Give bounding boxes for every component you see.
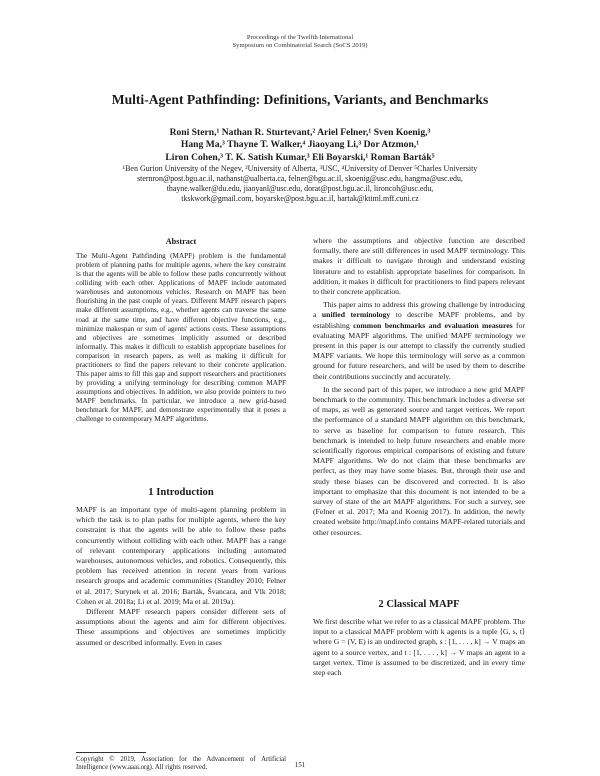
copyright-notice: Copyright © 2019, Association for the Advancement of Artificial Intelligence (www.aaai.org). All rights reserved. (76, 756, 286, 772)
aim-text-3: for evaluating MAPF algorithms. The unified MAPF terminology we present in this paper is our attempt to classify the currently studied MAPF variants. We hope this terminology will serve as a common ground for future researchers, and will be used by them to describe their contributions succinctly and accurately. (313, 320, 525, 381)
proceedings-header (0, 34, 600, 50)
introduction-body (76, 505, 286, 648)
footnote-rule (76, 752, 146, 753)
section-heading-classical-mapf: 2 Classical MAPF (378, 599, 460, 610)
affiliations: ¹Ben Gurion University of the Negev, ²University of Alberta, ³USC, ⁴University of Denver ⁵Charles University (122, 164, 478, 173)
author-emails (0, 174, 600, 203)
aim-text-1: This paper aims to address this growing challenge by introducing a (313, 300, 525, 320)
abstract-text: The Multi-Agent Pathfinding (MAPF) problem is the fundamental problem of planning paths for multiple agents, where the key constraint is that the agents will be able to follow these paths concurrently without colliding with each other. Applications of MAPF include automated warehouses and autonomous vehicles. Research on MAPF has been flourishing in the past couple of years. Different MAPF research papers make different assumptions, e.g., whether agents can traverse the same road at the same time, and have different objective functions, e.g., minimize makespan or sum of agents' actions costs. These assumptions and objectives are sometimes implicitly assumed or described informally. This makes it difficult to establish appropriate baselines for comparison in research papers, as well as making it difficult for practitioners to find the papers relevant to their concrete application. This paper aims to fill this gap and support researchers and practitioners by providing a unifying terminology for describing common MAPF assumptions and objectives. In addition, we also provide pointers to two MAPF benchmarks. In particular, we introduce a new grid-based benchmark for MAPF, and demonstrate experimentally that it poses a challenge to contemporary MAPF algorithms. (76, 252, 286, 424)
authors-line-3: Liron Cohen,³ T. K. Satish Kumar,³ Eli Boyarski,¹ Roman Barták⁵ (165, 151, 435, 163)
classical-mapf-body: We first describe what we refer to as a classical MAPF problem. The input to a classical MAPF problem with k agents is a tuple ⟨G, s, t⟩ where G = (V, E) is an undirected graph, s : [1, . . . , k] → V maps an agent to a source vertex, and t : [1, . . . , k] → V maps an agent to a target vertex. Time is assumed to be discretized, and in every time step each (313, 617, 525, 678)
right-column-body (313, 236, 525, 538)
authors-line-2: Hang Ma,³ Thayne T. Walker,⁴ Jiaoyang Li,³ Dor Atzmon,¹ (180, 139, 420, 151)
continuation-paragraph: where the assumptions and objective function are described formally, there are still differences in used MAPF terminology. This makes it difficult to navigate through and understand existing literature and to establish appropriate baselines for comparison. In addition, it makes it difficult for practitioners to find papers relevant to their concrete application. (313, 236, 525, 297)
paper-title: Multi-Agent Pathfinding: Definitions, Variants, and Benchmarks (111, 92, 489, 107)
author-list (0, 127, 600, 164)
keyword-benchmarks: common benchmarks and evaluation measures (353, 320, 513, 330)
authors-line-1: Roni Stern,¹ Nathan R. Sturtevant,² Ariel Felner,¹ Sven Koenig,³ (169, 127, 431, 138)
intro-paragraph-1: MAPF is an important type of multi-agent planning problem in which the task is to plan paths for multiple agents, where the key constraint is that the agents will be able to follow these paths concurrently without colliding with each other. MAPF has a range of relevant contemporary applications including automated warehouses, autonomous vehicles, and robotics. Consequently, this problem has received attention in recent years from various research groups and academic communities (Standley 2010; Felner et al. 2017; Surynek et al. 2016; Barták, Švancara, and Vlk 2018; Cohen et al. 2018a; Li et al. 2019; Ma et al. 2019a). (76, 505, 286, 606)
emails-line-3: tkskwork@gmail.com, boyarske@post.bgu.ac.il, bartak@ktiml.mff.cuni.cz (181, 193, 419, 203)
keyword-unified-terminology: unified terminology (321, 310, 391, 320)
second-part-paragraph: In the second part of this paper, we introduce a new grid MAPF benchmark to the community. This benchmark includes a diverse set of maps, as well as generated source and target vertices. We report the performance of a standard MAPF algorithm on this benchmark, to serve as baseline for comparison to future research. This benchmark is intended to help future researchers and enable more scientifically rigorous empirical comparisons of existing and future MAPF algorithms. We do not claim that these benchmarks are perfect, as they may have some biases. But, through their use and study these biases can be discovered and corrected. It is also important to emphasize that this document is not intended to be a survey of state of the art MAPF algorithms. For such a survey, see (Felner et al. 2017; Ma and Koenig 2017). In addition, the newly created website http://mapf.info contains MAPF-related tutorials and other resources. (313, 384, 525, 537)
section-heading-introduction: 1 Introduction (148, 487, 214, 498)
page-number: 151 (294, 761, 306, 769)
proceedings-line-1: Proceedings of the Twelfth International (246, 34, 354, 41)
intro-paragraph-2: Different MAPF research papers consider different sets of assumptions about the agents and aim for different objectives. These assumptions and objectives are sometimes implicitly assumed or described informally. Even in cases (76, 607, 286, 647)
abstract-heading: Abstract (165, 237, 197, 246)
aim-paragraph (313, 300, 525, 382)
proceedings-line-2: Symposium on Combinatorial Search (SoCS 2019) (232, 42, 368, 50)
emails-line-2: thayne.walker@du.edu, jiaoyanl@usc.edu, dorat@post.bgu.ac.il, lironcoh@usc.edu, (166, 183, 434, 193)
emails-line-1: sternron@post.bgu.ac.il, nathanst@ualberta.ca, felner@bgu.ac.il, skoenig@usc.edu, hangma@usc.edu, (137, 174, 463, 183)
aim-text-2: to describe MAPF problems, and by establishing (313, 310, 525, 330)
